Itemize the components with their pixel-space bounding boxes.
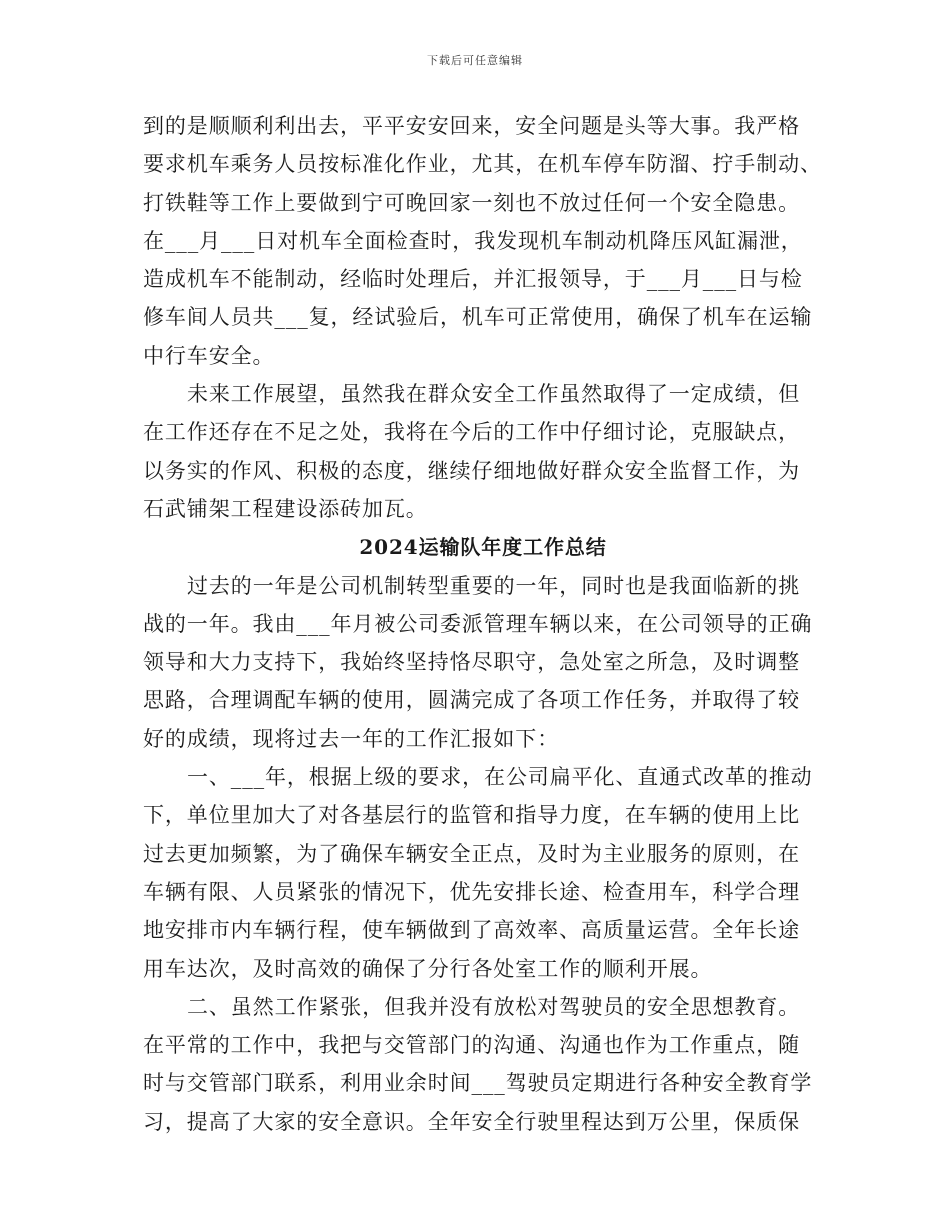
text-line: 以务实的作风、积极的态度，继续仔细地做好群众安全监督工作，为 <box>143 458 800 483</box>
text-line: 下，单位里加大了对各基层行的监管和指导力度，在车辆的使用上比 <box>143 803 800 828</box>
text-line: 在平常的工作中，我把与交管部门的沟通、沟通也作为工作重点，随 <box>143 1033 800 1058</box>
text-line: 车辆有限、人员紧张的情况下，优先安排长途、检查用车，科学合理 <box>143 879 800 904</box>
text-line: 中行车安全。 <box>143 343 275 368</box>
text-line: 到的是顺顺利利出去，平平安安回来，安全问题是头等大事。我严格 <box>143 114 800 138</box>
document-body <box>143 107 823 1141</box>
text-line: 好的成绩，现将过去一年的工作汇报如下： <box>143 726 560 751</box>
text-line: 用车达次，及时高效的确保了分行各处室工作的顺利开展。 <box>143 956 713 981</box>
text-line: 战的一年。我由___年月被公司委派管理车辆以来，在公司领导的正确 <box>143 611 813 636</box>
text-line: 过去更加频繁，为了确保车辆安全正点，及时为主业服务的原则，在 <box>143 841 800 866</box>
paragraph-safety-duty <box>143 107 823 375</box>
text-line: 在工作还存在不足之处，我将在今后的工作中仔细讨论，克服缺点， <box>143 420 800 445</box>
text-line: 思路，合理调配车辆的使用，圆满完成了各项工作任务，并取得了较 <box>143 688 800 713</box>
text-line: 过去的一年是公司机制转型重要的一年，同时也是我面临新的挑 <box>187 573 801 598</box>
paragraph-point-two <box>143 988 823 1141</box>
paragraph-future-outlook <box>143 375 823 528</box>
text-line: 二、虽然工作紧张，但我并没有放松对驾驶员的安全思想教育。 <box>187 994 801 1019</box>
text-line: 习，提高了大家的安全意识。全年安全行驶里程达到万公里，保质保 <box>143 1109 800 1134</box>
page-header: 下载后可任意编辑 <box>427 54 523 67</box>
text-line: 在___月___日对机车全面检查时，我发现机车制动机降压风缸漏泄， <box>143 228 803 253</box>
text-line: 要求机车乘务人员按标准化作业，尤其，在机车停车防溜、拧手制动、 <box>143 152 822 177</box>
text-line: 一、___年，根据上级的要求，在公司扁平化、直通式改革的推动 <box>187 765 813 790</box>
paragraph-intro <box>143 567 823 758</box>
text-line: 地安排市内车辆行程，使车辆做到了高效率、高质量运营。全年长途 <box>143 918 800 943</box>
text-line: 时与交管部门联系，利用业余时间___驾驶员定期进行各种安全教育学 <box>143 1071 813 1096</box>
text-line: 未来工作展望，虽然我在群众安全工作虽然取得了一定成绩，但 <box>187 382 801 407</box>
text-line: 打铁鞋等工作上要做到宁可晚回家一刻也不放过任何一个安全隐患。 <box>143 190 800 215</box>
section-title: 2024运输队年度工作总结 <box>359 535 607 560</box>
paragraph-point-one <box>143 758 823 988</box>
text-line: 修车间人员共___复，经试验后，机车可正常使用，确保了机车在运输 <box>143 305 813 330</box>
text-line: 石武铺架工程建设添砖加瓦。 <box>143 496 428 521</box>
text-line: 造成机车不能制动，经临时处理后，并汇报领导，于___月___日与检 <box>143 267 803 292</box>
text-line: 领导和大力支持下，我始终坚持恪尽职守，急处室之所急，及时调整 <box>143 650 800 675</box>
